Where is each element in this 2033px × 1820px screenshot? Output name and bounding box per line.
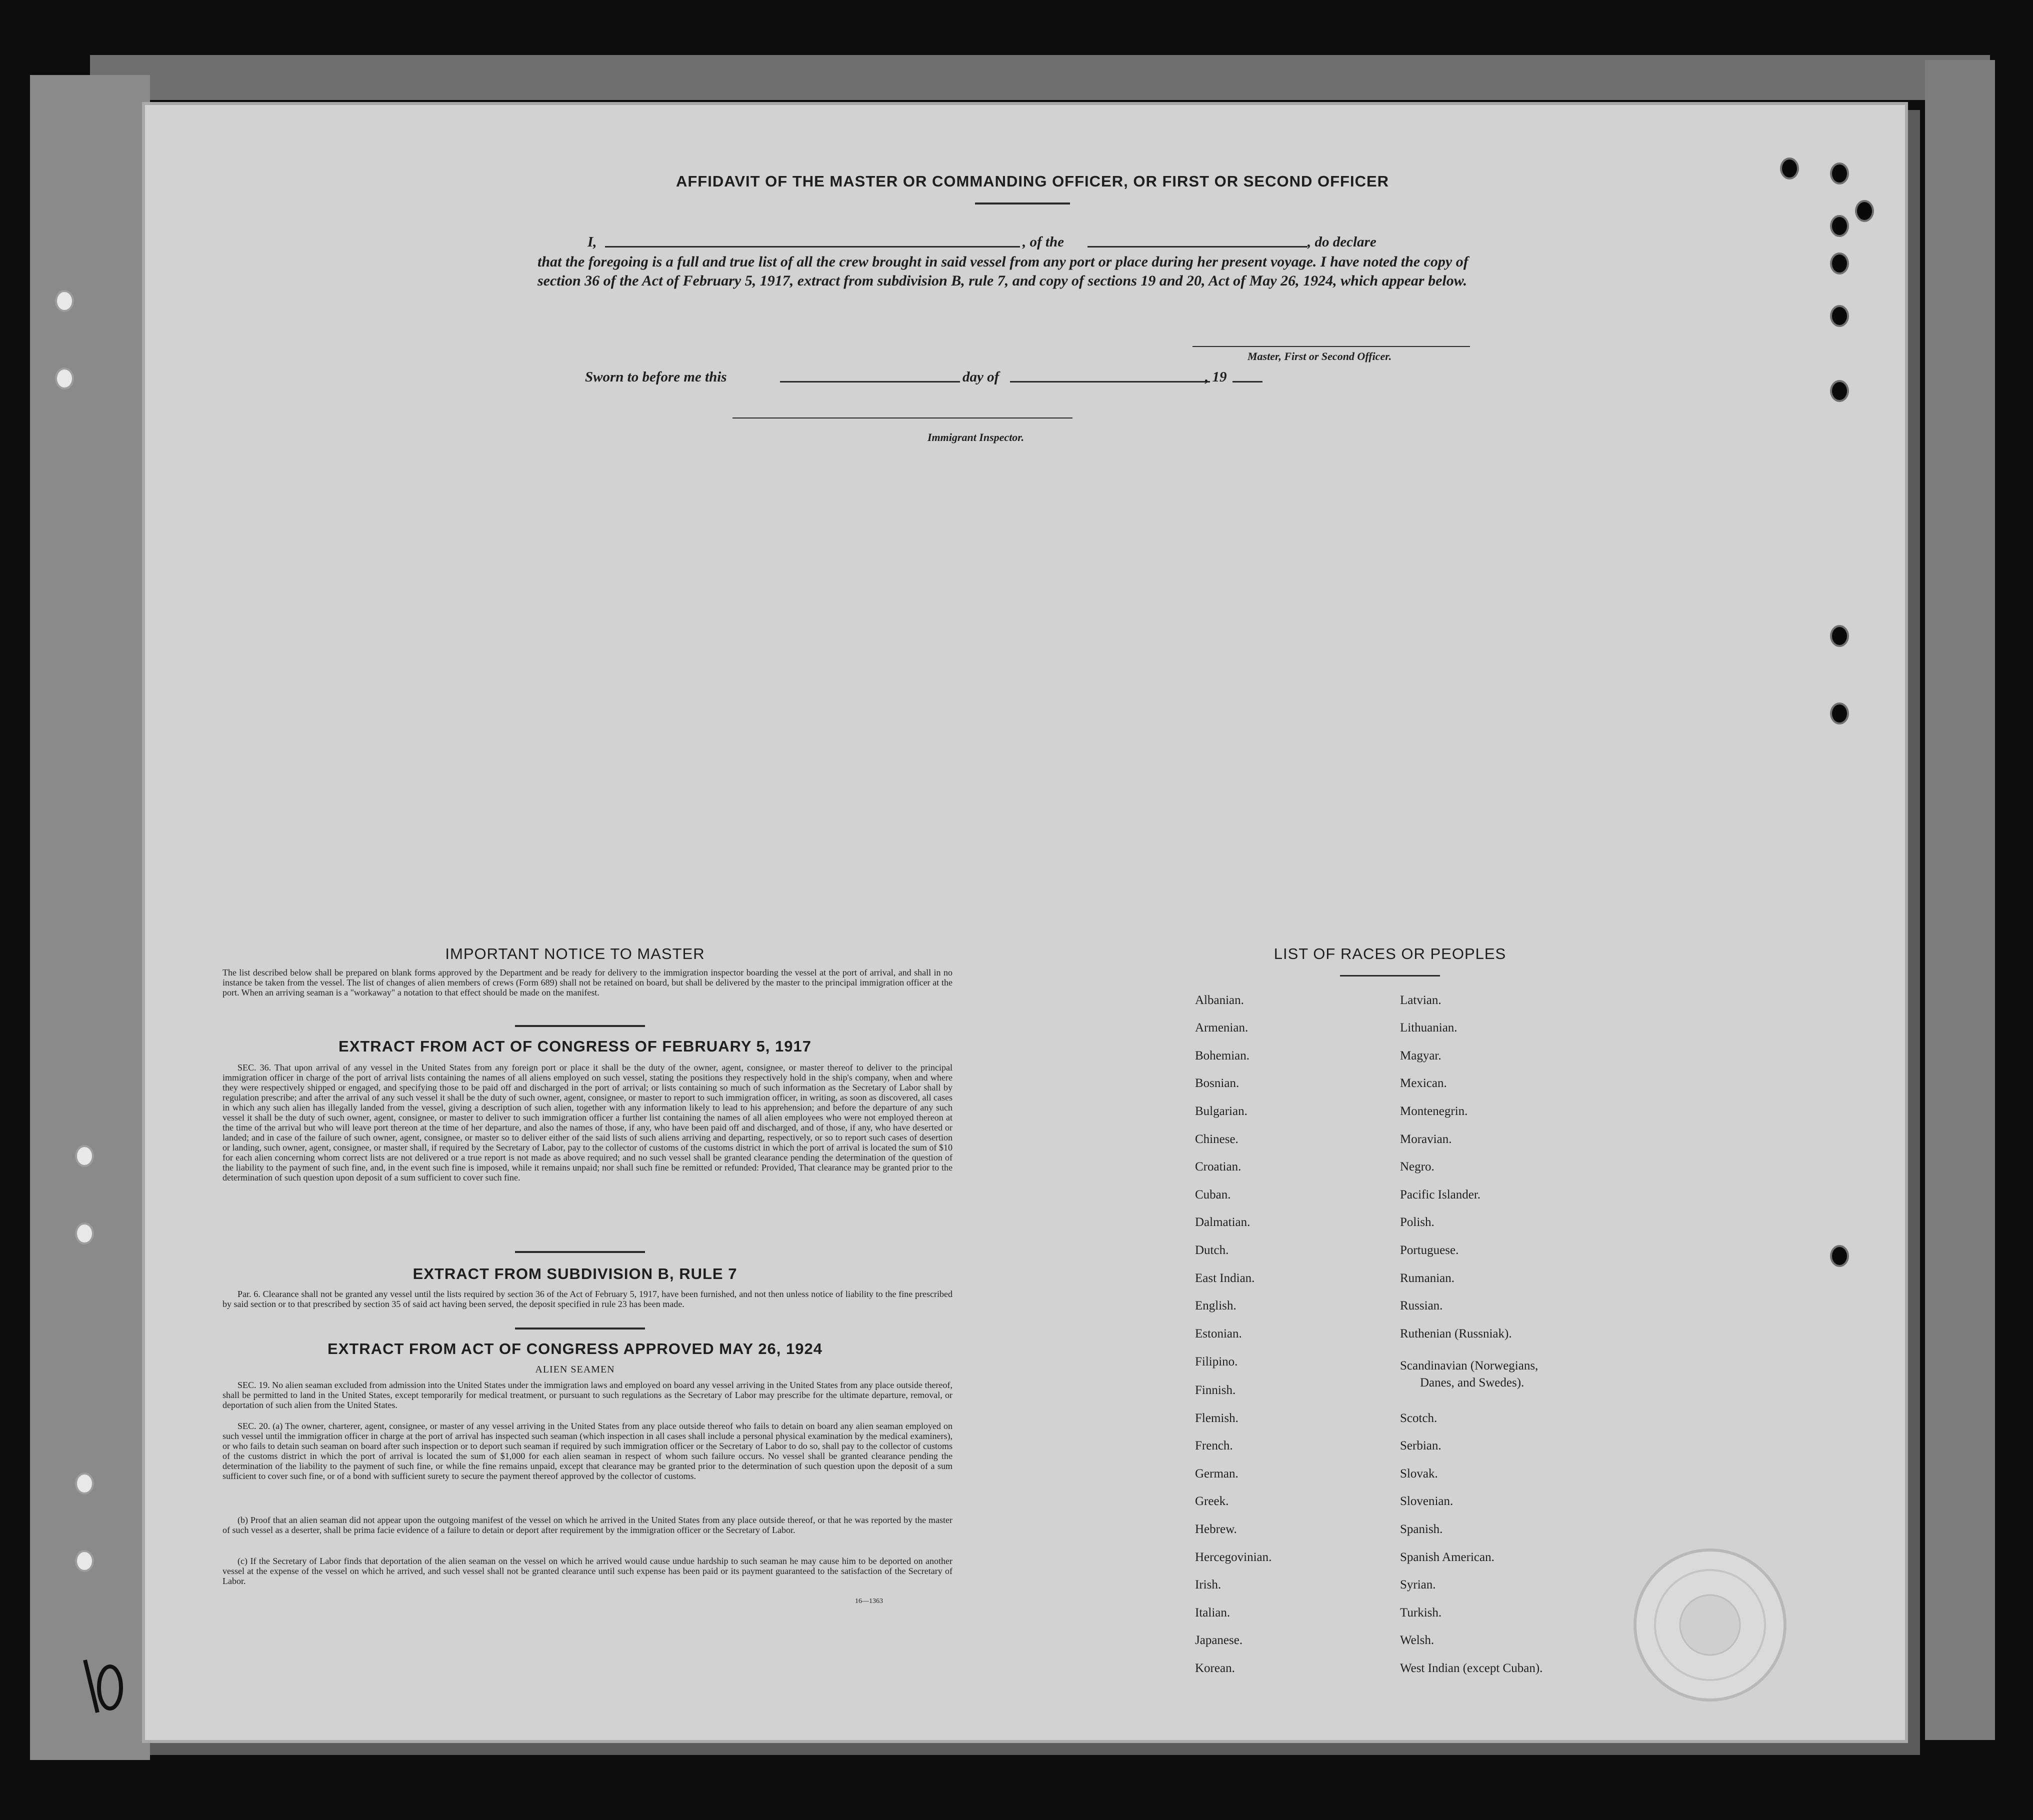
affidavit-title-rule: [975, 202, 1070, 204]
race-item: Hercegovinian.: [1195, 1550, 1272, 1564]
do-declare-label: , do declare: [1308, 234, 1376, 250]
sec-20b-text: (b) Proof that an alien seaman did not appear upon the outgoing manifest of the vessel on which he arrived in the United States from any place outside thereof, or that he was reported by the master of such vessel as a deserter, shall be prima facie evidence of a failure to detain or deport after requirement by the immigration officer or the Secretary of Labor.: [222, 1515, 952, 1535]
race-item: Bosnian.: [1195, 1076, 1240, 1090]
notice-title: IMPORTANT NOTICE TO MASTER: [445, 945, 705, 962]
race-item: Flemish.: [1195, 1412, 1238, 1425]
binder-hole: [1830, 380, 1849, 402]
race-item: Greek.: [1195, 1494, 1229, 1508]
race-item: Welsh.: [1400, 1634, 1434, 1647]
races-title-rule: [1340, 975, 1440, 976]
race-item: Negro.: [1400, 1160, 1434, 1174]
race-item: Turkish.: [1400, 1606, 1442, 1620]
sworn-day-line: [780, 381, 960, 382]
binder-hole: [1830, 702, 1849, 724]
sworn-month-line: [1010, 381, 1210, 382]
races-title: LIST OF RACES OR PEOPLES: [1274, 945, 1506, 962]
divider-rule: [515, 1328, 645, 1330]
binder-hole: [75, 1222, 94, 1244]
sworn-year-line: [1232, 381, 1262, 382]
page-edge-left: [30, 75, 150, 1760]
race-item: Mexican.: [1400, 1076, 1447, 1090]
race-item: Pacific Islander.: [1400, 1188, 1481, 1202]
page-edge-right: [1925, 60, 1995, 1740]
affidavit-title: AFFIDAVIT OF THE MASTER OR COMMANDING OFFICER, OR FIRST OR SECOND OFFICER: [676, 172, 1390, 190]
extract-1917-title: EXTRACT FROM ACT OF CONGRESS OF FEBRUARY 5, 1917: [338, 1038, 812, 1055]
name-fill-line: [605, 246, 1020, 248]
extract-1917-text: SEC. 36. That upon arrival of any vessel in the United States from any foreign port or place it shall be the duty of the owner, agent, consignee, or master thereof to deliver to the principal immigration officer in charge of the port of arrival lists containing the names of all aliens employed on such vessel, stating the positions they respectively hold in the ship's company, when and where they were respectively shipped or engaged, and specifying those to be paid off and discharged in the port of arrival; or lists containing so much of such information as the Secretary of Labor shall by regulation prescribe; and after the arrival of any such vessel it shall be the duty of such owner, agent, consignee, or master to report to such immigration officer, in writing, as soon as discovered, all cases in which any such alien has illegally landed from the vessel, giving a description of such alien, together with any information likely to lead to his apprehension; and before the departure of any such vessel it shall be the duty of such owner, agent, consignee, or master to deliver to such immigration officer a further list containing the names of all alien employees who were not employed thereon at the time of the arrival but who will leave port thereon at the time of her departure, and also the names of those, if any, who have been paid off and discharged, and of those, if any, who have deserted or landed; and in case of the failure of such owner, agent, consignee, or master so to deliver either of the said lists of such aliens arriving and departing, respectively, or so to report such cases of desertion or landing, such owner, agent, consignee, or master shall, if required by the Secretary of Labor, pay to the collector of customs of the customs district in which the port of arrival is located the sum of $10 for each alien concerning whom correct lists are not delivered or a true report is not made as above required; and no such vessel shall be granted clearance pending the determination of the question of the liability to the payment of such fine, and, in the event such fine is imposed, while it remains unpaid; nor shall such fine be remitted or refunded: Provided, That clearance may be granted prior to the determination of such question upon deposit of a sum sufficient to cover such fine.: [222, 1062, 952, 1182]
race-item: Montenegrin.: [1400, 1104, 1468, 1118]
binder-hole: [75, 1145, 94, 1167]
race-item: Syrian.: [1400, 1578, 1436, 1592]
vessel-fill-line: [1088, 246, 1308, 248]
race-item: Latvian.: [1400, 994, 1442, 1007]
race-item: Chinese.: [1195, 1132, 1238, 1146]
binder-hole: [75, 1550, 94, 1572]
race-item: Dutch.: [1195, 1244, 1229, 1257]
year-prefix: , 19: [1205, 369, 1227, 385]
binder-hole: [1830, 215, 1849, 237]
race-item: Moravian.: [1400, 1132, 1452, 1146]
race-item: Spanish American.: [1400, 1550, 1494, 1564]
race-item: Bohemian.: [1195, 1049, 1250, 1062]
race-item: East Indian.: [1195, 1272, 1255, 1285]
race-item: Filipino.: [1195, 1355, 1238, 1368]
race-item: Estonian.: [1195, 1327, 1242, 1340]
race-item: Albanian.: [1195, 994, 1244, 1007]
binder-hole: [55, 368, 74, 390]
sec-20a-text: SEC. 20. (a) The owner, charterer, agent, consignee, or master of any vessel arriving in the United States from any place outside thereof who fails to detain on board any alien seaman employed on such vessel until the immigration officer in charge at the port of arrival has inspected such seaman (which inspection in all cases shall include a personal physical examination by the medical examiners), or who fails to detain such seaman on board after such inspection or to deport such seaman if required by such immigration officer or the Secretary of Labor to do so, shall pay to the collector of customs of the customs district in which the port of arrival is located the sum of $1,000 for each alien seaman in respect of whom such failure occurs. No vessel shall be granted clearance pending the determination of the liability to the payment of such fine, or while the fine remains unpaid, except that clearance may be granted prior to the determination of such question upon the deposit of a sum sufficient to cover such fine, or of a bond with sufficient surety to secure the payment thereof approved by the collector of customs.: [222, 1421, 952, 1481]
race-item: Spanish.: [1400, 1522, 1443, 1536]
divider-rule: [515, 1025, 645, 1027]
race-item: Rumanian.: [1400, 1272, 1455, 1285]
race-item: Armenian.: [1195, 1021, 1248, 1034]
sec-19-text: SEC. 19. No alien seaman excluded from admission into the United States under the immigration laws and employed on board any vessel arriving in the United States from any place outside thereof, shall be permitted to land in the United States, except temporarily for medical treatment, or pursuant to such regulations as the Secretary of Labor may prescribe for the ultimate departure, removal, or deportation of such alien from the United States.: [222, 1380, 952, 1410]
affidavit-body: that the foregoing is a full and true list of all the crew brought in said vessel from any port or place during her present voyage. I have noted the copy of section 36 of the Act of February 5, 1917, extract from subdivision B, rule 7, and copy of sections 19 and 20, Act of May 26, 1924, which appear below.: [538, 254, 1468, 289]
race-item: West Indian (except Cuban).: [1400, 1662, 1543, 1675]
binder-hole: [1830, 1245, 1849, 1267]
i-label: I,: [588, 234, 597, 250]
race-item: Scandinavian (Norwegians,: [1400, 1359, 1538, 1372]
sworn-prefix: Sworn to before me this: [585, 369, 727, 385]
race-item: English.: [1195, 1299, 1236, 1312]
binder-hole: [1830, 162, 1849, 184]
page-edge-top: [90, 55, 1990, 100]
day-of-label: day of: [962, 369, 1000, 385]
extract-1924-subtitle: ALIEN SEAMEN: [535, 1364, 615, 1375]
extract-1924-title: EXTRACT FROM ACT OF CONGRESS APPROVED MAY 26, 1924: [328, 1340, 822, 1358]
race-item: Bulgarian.: [1195, 1104, 1248, 1118]
handwritten-mark: [75, 1650, 130, 1720]
inspector-caption: Immigrant Inspector.: [928, 431, 1024, 444]
race-item: Polish.: [1400, 1216, 1434, 1229]
race-item: Ruthenian (Russniak).: [1400, 1327, 1512, 1340]
race-item: German.: [1195, 1467, 1238, 1480]
race-item: Serbian.: [1400, 1439, 1442, 1452]
race-item: Slovak.: [1400, 1467, 1438, 1480]
form-number: 16—1363: [855, 1598, 883, 1605]
binder-hole: [1830, 625, 1849, 647]
race-item: Japanese.: [1195, 1634, 1243, 1647]
race-item: Irish.: [1195, 1578, 1222, 1592]
race-item: Scotch.: [1400, 1412, 1438, 1425]
embossed-seal: [1628, 1542, 1792, 1708]
race-item: Danes, and Swedes).: [1420, 1376, 1524, 1390]
binder-hole: [1855, 200, 1874, 222]
extract-rule7-text: Par. 6. Clearance shall not be granted any vessel until the lists required by section 36 of the Act of February 5, 1917, have been furnished, and not then unless notice of liability to the fine prescribed by said section or to that prescribed by section 35 of said act having been served, the deposit specified in rule 23 has been made.: [222, 1289, 952, 1309]
race-item: Cuban.: [1195, 1188, 1231, 1202]
document-sheet: [145, 105, 1905, 1740]
notice-text: The list described below shall be prepared on blank forms approved by the Department and be ready for delivery to the immigration inspector boarding the vessel at the port of arrival, and shall in no instance be taken from the vessel. The list of changes of alien members of crews (Form 689) shall not be retained on board, but shall be delivered by the master to the principal immigration officer at the port. When an arriving seaman is a "workaway" a notation to that effect should be made on the manifest.: [222, 968, 952, 998]
race-item: Hebrew.: [1195, 1522, 1237, 1536]
binder-hole: [1830, 252, 1849, 274]
race-item: Finnish.: [1195, 1384, 1236, 1397]
binder-hole: [75, 1472, 94, 1494]
race-item: Portuguese.: [1400, 1244, 1459, 1257]
race-item: Dalmatian.: [1195, 1216, 1250, 1229]
race-item: Slovenian.: [1400, 1494, 1454, 1508]
binder-hole: [1780, 158, 1799, 180]
race-item: Italian.: [1195, 1606, 1230, 1620]
binder-hole: [1830, 305, 1849, 327]
race-item: Korean.: [1195, 1662, 1235, 1675]
race-item: Lithuanian.: [1400, 1021, 1458, 1034]
race-item: Magyar.: [1400, 1049, 1442, 1062]
master-caption: Master, First or Second Officer.: [1248, 350, 1392, 362]
binder-hole: [55, 290, 74, 312]
sec-20c-text: (c) If the Secretary of Labor finds that deportation of the alien seaman on the vessel on which he arrived would cause undue hardship to such seaman he may cause him to be deported on another vessel at the expense of the vessel on which he arrived, and such vessel shall not be granted clearance until such expense has been paid or its payment guaranteed to the satisfaction of the Secretary of Labor.: [222, 1556, 952, 1586]
race-item: Croatian.: [1195, 1160, 1242, 1174]
master-signature-line: [1192, 346, 1470, 347]
extract-rule7-title: EXTRACT FROM SUBDIVISION B, RULE 7: [412, 1265, 738, 1282]
of-the-label: , of the: [1022, 234, 1064, 250]
divider-rule: [515, 1251, 645, 1253]
race-item: Russian.: [1400, 1299, 1443, 1312]
race-item: French.: [1195, 1439, 1233, 1452]
